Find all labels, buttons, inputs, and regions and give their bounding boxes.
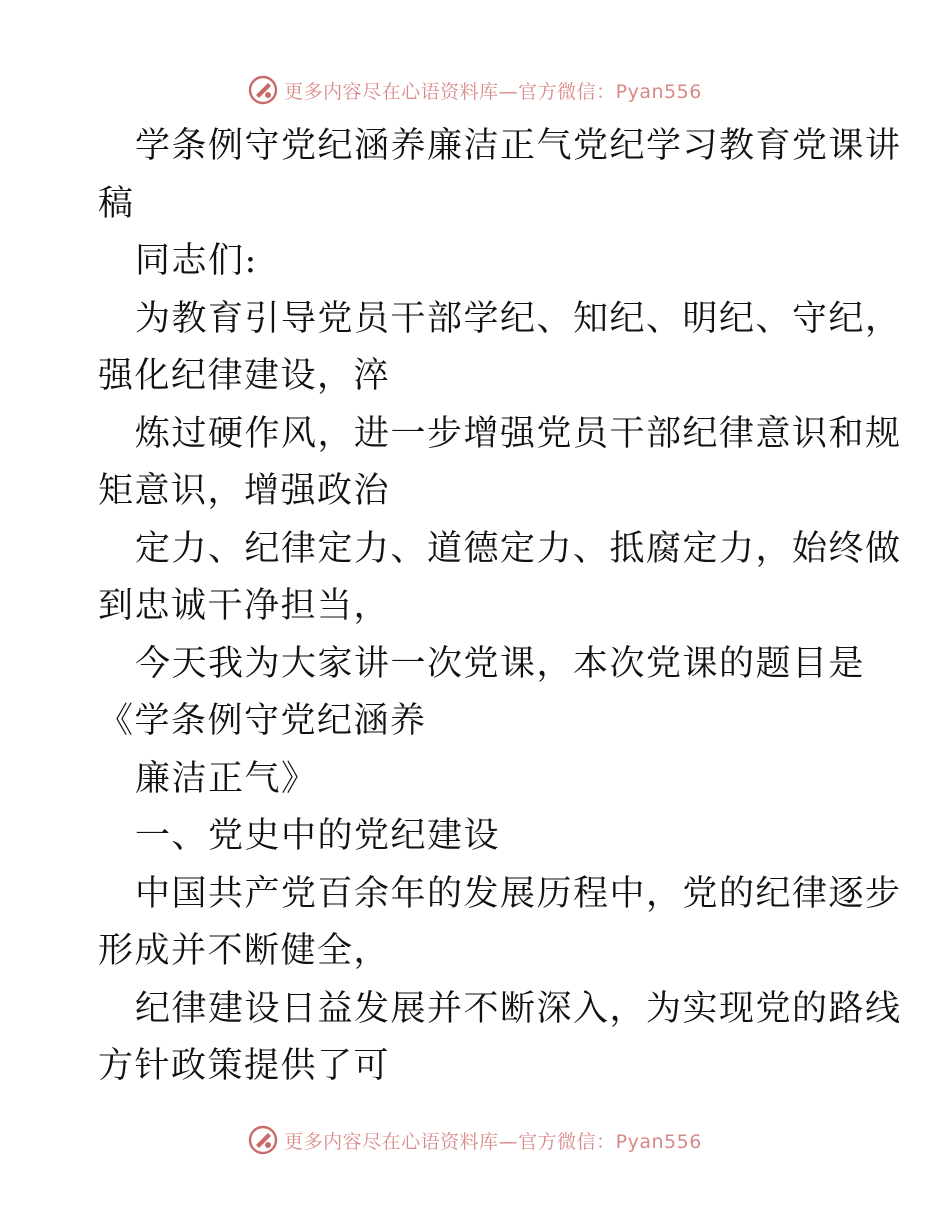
title-line-1: 学条例守党纪涵养廉洁正气党纪学习教育党课讲 [135,126,902,166]
paragraph-line: 方针政策提供了可 [98,1046,391,1086]
brand-logo-icon [248,75,278,105]
paragraph-line: 廉洁正气》 [135,758,318,799]
brand-logo-icon [248,1125,278,1155]
paragraph-line: 今天我为大家讲一次党课，本次党课的题目是 [135,643,866,684]
paragraph-line: 强化纪律建设，淬 [98,356,391,396]
paragraph-line: 炼过硬作风，进一步增强党员干部纪律意识和规 [135,413,902,454]
document-body [98,118,902,1096]
footer-watermark [0,1120,950,1160]
section-heading: 一、党史中的党纪建设 [135,816,501,856]
title-line-2: 稿 [98,183,135,224]
paragraph-line: 为教育引导党员干部学纪、知纪、明纪、守纪， [135,298,902,339]
paragraph-line: 形成并不断健全， [98,931,391,971]
paragraph-line: 《学条例守党纪涵养 [98,701,427,741]
paragraph-line: 纪律建设日益发展并不断深入，为实现党的路线 [135,988,902,1029]
paragraph-line: 中国共产党百余年的发展历程中，党的纪律逐步 [135,873,902,914]
watermark-text: 更多内容尽在心语资料库—官方微信：Pyan556 [284,80,702,103]
watermark-text: 更多内容尽在心语资料库—官方微信：Pyan556 [284,1130,702,1153]
paragraph-line: 到忠诚干净担当， [98,586,391,626]
paragraph-line: 定力、纪律定力、道德定力、抵腐定力，始终做 [135,528,902,569]
header-watermark [0,70,950,110]
paragraph-line: 矩意识，增强政治 [98,471,391,511]
paragraph-line: 同志们: [135,241,258,281]
